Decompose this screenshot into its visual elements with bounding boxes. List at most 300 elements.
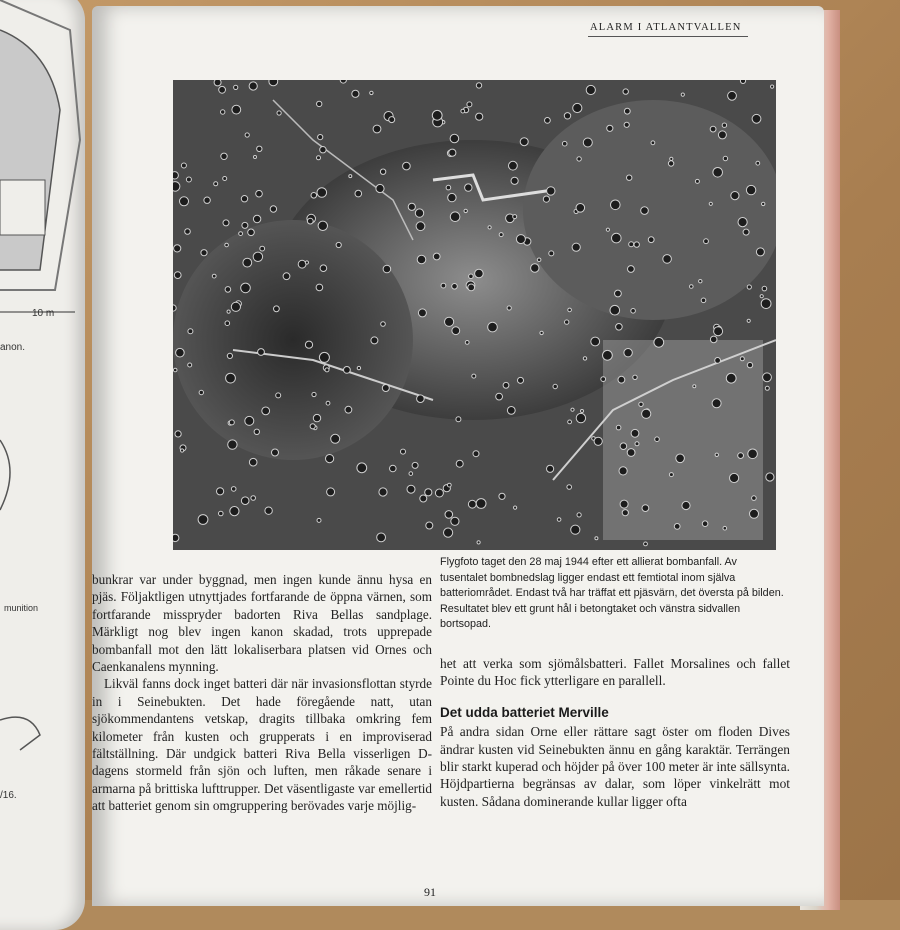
bomb-crater: [576, 204, 585, 213]
bomb-crater: [712, 399, 721, 408]
bomb-crater: [447, 483, 451, 487]
bomb-crater: [225, 321, 230, 326]
bomb-crater: [355, 190, 362, 197]
bomb-crater: [746, 185, 755, 194]
bomb-crater: [531, 264, 539, 272]
bomb-crater: [254, 156, 257, 159]
bomb-crater: [242, 222, 248, 228]
bomb-crater: [620, 500, 628, 508]
bomb-crater: [249, 458, 257, 466]
bomb-crater: [357, 463, 367, 473]
bomb-crater: [446, 185, 451, 190]
running-header: ALARM I ATLANTVALLEN: [590, 22, 742, 33]
bomb-crater: [312, 392, 316, 396]
bomb-crater: [553, 384, 557, 388]
bomb-crater: [681, 93, 684, 96]
bomb-crater: [283, 273, 290, 280]
bomb-crater: [562, 141, 567, 146]
bomb-crater: [219, 86, 226, 93]
bomb-crater: [576, 413, 585, 422]
bomb-crater: [352, 90, 359, 97]
bomb-crater: [377, 533, 386, 542]
bomb-crater: [317, 188, 327, 198]
bomb-crater: [188, 363, 192, 367]
bomb-crater: [747, 362, 752, 367]
bomb-crater: [766, 473, 774, 481]
left-text-fragment: /16.: [0, 790, 17, 801]
bomb-crater: [258, 349, 265, 356]
bomb-crater: [256, 190, 263, 197]
bomb-crater: [371, 337, 378, 344]
bomb-crater: [771, 85, 774, 88]
bomb-crater: [518, 377, 524, 383]
bomb-crater: [223, 220, 229, 226]
bomb-crater: [226, 373, 236, 383]
bomb-crater: [276, 393, 281, 398]
bomb-crater: [472, 374, 476, 378]
bomb-crater: [408, 203, 415, 210]
bomb-crater: [318, 221, 327, 230]
bomb-crater: [624, 108, 630, 114]
bomb-crater: [370, 91, 373, 94]
bomb-crater: [409, 472, 413, 476]
bomb-crater: [730, 473, 739, 482]
bomb-crater: [702, 521, 708, 527]
bomb-crater: [682, 501, 690, 509]
photo-caption: Flygfoto taget den 28 maj 1944 efter ett allierat bombanfall. Av tusentalet bombnedslag ligger endast ett femtiotal inom själva batteriområdet. Endast två har träffat ett pjäsvärn, det översta på bilden. Resultatet blev ett grunt hål i betongtaket och vänstra sidvallen bortsopad.: [440, 556, 784, 630]
bomb-crater: [229, 420, 234, 425]
bomb-crater: [565, 320, 569, 324]
bomb-crater: [382, 385, 389, 392]
bomb-crater: [507, 306, 511, 310]
bomb-crater: [503, 382, 509, 388]
bomb-crater: [628, 266, 635, 273]
bomb-crater: [403, 162, 411, 170]
right-column: [440, 655, 790, 810]
bomb-crater: [389, 117, 395, 123]
bomb-crater: [181, 163, 186, 168]
bomb-crater: [234, 85, 238, 89]
bomb-crater: [623, 89, 628, 94]
bomb-crater: [245, 133, 249, 137]
aerial-photo: [173, 80, 776, 550]
bomb-crater: [465, 341, 469, 345]
bomb-crater: [318, 135, 323, 140]
bomb-crater: [311, 193, 317, 199]
bomb-crater: [461, 109, 465, 113]
bomb-crater: [761, 299, 771, 309]
bomb-crater: [709, 202, 712, 205]
bomb-crater: [634, 242, 639, 247]
bomb-crater: [511, 177, 518, 184]
bomb-crater: [201, 250, 207, 256]
bomb-crater: [221, 153, 227, 159]
bomb-crater: [557, 518, 561, 522]
bomb-crater: [475, 269, 484, 278]
bomb-crater: [445, 511, 453, 519]
bomb-crater: [327, 488, 335, 496]
bomb-crater: [607, 125, 613, 131]
bomb-crater: [390, 465, 397, 472]
bomb-crater: [612, 233, 622, 243]
bomb-crater: [418, 309, 426, 317]
bomb-crater: [425, 489, 432, 496]
bomb-crater: [298, 260, 306, 268]
bomb-crater: [583, 357, 586, 360]
bomb-crater: [185, 229, 191, 235]
bomb-crater: [631, 309, 636, 314]
bomb-crater: [760, 295, 763, 298]
bomb-crater: [317, 101, 322, 106]
bomb-crater: [433, 253, 440, 260]
bomb-crater: [537, 258, 541, 262]
bomb-crater: [317, 156, 321, 160]
bomb-crater: [380, 169, 385, 174]
bomb-crater: [336, 242, 341, 247]
bomb-crater: [752, 496, 757, 501]
bomb-crater: [728, 91, 737, 100]
bomb-crater: [642, 409, 651, 418]
bomb-crater: [713, 168, 723, 178]
bomb-crater: [514, 506, 517, 509]
left-text-fragment: anon.: [0, 342, 26, 353]
bomb-crater: [456, 417, 461, 422]
bomb-crater: [718, 131, 726, 139]
left-text-fragment: munition: [4, 603, 39, 613]
bomb-crater: [227, 353, 232, 358]
bomb-crater: [269, 80, 278, 86]
bomb-crater: [260, 246, 265, 251]
bomb-crater: [488, 322, 498, 332]
bomb-crater: [606, 228, 609, 231]
bomb-crater: [714, 327, 723, 336]
bomb-crater: [747, 285, 751, 289]
bomb-crater: [627, 449, 635, 457]
bomb-crater: [747, 319, 750, 322]
bomb-crater: [547, 187, 555, 195]
bomb-crater: [176, 348, 185, 357]
bomb-crater: [467, 102, 472, 107]
bomb-crater: [464, 209, 467, 212]
bomb-crater: [765, 386, 769, 390]
bomb-crater: [715, 358, 721, 364]
bomb-crater: [320, 265, 327, 272]
bomb-crater: [401, 449, 406, 454]
bomb-crater: [228, 440, 237, 449]
bomb-crater: [620, 443, 627, 450]
bomb-crater: [180, 197, 189, 206]
bomb-crater: [373, 125, 381, 133]
bomb-crater: [381, 322, 386, 327]
bomb-crater: [710, 126, 716, 132]
bomb-crater: [469, 274, 474, 279]
left-page-edge: [0, 0, 85, 930]
bomb-crater: [257, 146, 262, 151]
bomb-crater: [488, 226, 491, 229]
bomb-crater: [407, 485, 415, 493]
bomb-crater: [435, 489, 443, 497]
bomb-crater: [253, 215, 260, 222]
bomb-crater: [726, 373, 736, 383]
bomb-crater: [319, 352, 329, 362]
bomb-crater: [204, 197, 210, 203]
bomb-crater: [241, 497, 249, 505]
bomb-crater: [622, 510, 628, 516]
section-subheading: Det udda batteriet Merville: [440, 704, 609, 720]
bomb-crater: [594, 437, 602, 445]
bomb-crater: [722, 123, 726, 127]
body-paragraph: Likväl fanns dock inget batteri där när invasionsflottan styrde in i Seinebukten. Det hade föregående natt, utan sjökommendantens vetskap, dragits tillbaka omkring fem kilometer från kusten och grupperats i en improviserad fältställning. Där undgick batteri Riva Bella visserligen D-dagens stormeld från sjön och luften, men råkade senare i armarna på brittiska lufttrupper. Det väsentligaste var emellertid att batteriet genom sin omgruppering berövades varje möjlig-: [92, 676, 432, 814]
bomb-crater: [231, 487, 236, 492]
bomb-crater: [577, 157, 581, 161]
bomb-crater: [731, 192, 739, 200]
bomb-crater: [513, 215, 517, 219]
bomb-crater: [265, 507, 272, 514]
bomb-crater: [738, 453, 744, 459]
bomb-crater: [468, 500, 476, 508]
bomb-crater: [344, 367, 351, 374]
bomb-crater: [663, 255, 672, 264]
bomb-crater: [426, 522, 433, 529]
bomb-crater: [595, 537, 598, 540]
bomb-crater: [669, 473, 673, 477]
bomb-crater: [516, 235, 525, 244]
bomb-crater: [254, 429, 259, 434]
bomb-crater: [317, 518, 321, 522]
bomb-crater: [740, 80, 745, 84]
bomb-crater: [611, 200, 621, 210]
bomb-crater: [723, 526, 727, 530]
bomb-crater: [577, 513, 581, 517]
page-number: 91: [424, 885, 436, 899]
bomb-crater: [568, 420, 572, 424]
bomb-crater: [710, 336, 717, 343]
bomb-crater: [715, 453, 718, 456]
bomb-crater: [642, 505, 649, 512]
bomb-crater: [174, 245, 181, 252]
bomb-crater: [476, 499, 486, 509]
bomb-crater: [616, 425, 621, 430]
bomb-crater: [586, 85, 595, 94]
bomb-crater: [245, 416, 254, 425]
bomb-crater: [654, 337, 664, 347]
bomb-crater: [432, 110, 442, 120]
bomb-crater: [629, 242, 634, 247]
bomb-crater: [173, 368, 177, 372]
bomb-crater: [476, 113, 483, 120]
bomb-crater: [619, 467, 627, 475]
bomb-crater: [217, 488, 224, 495]
bomb-crater: [668, 161, 673, 166]
body-paragraph: På andra sidan Orne eller rättare sagt öster om floden Dives ändrar kusten vid Seinebukten ännu en gång karaktär. Terrängen blir starkt kuperad och höjder på över 100 meter är inte sällsynta. Höjdpartierna begränsas av dalar, som löper vinkelrätt mot kusten. Sådana dominerande kullar ligger ofta: [440, 724, 790, 809]
bomb-crater: [762, 202, 765, 205]
bomb-crater: [573, 103, 582, 112]
bomb-crater: [581, 410, 584, 413]
bomb-crater: [450, 212, 460, 222]
bomb-crater: [564, 113, 570, 119]
bomb-crater: [704, 239, 709, 244]
bomb-crater: [750, 509, 759, 518]
bomb-crater: [175, 431, 181, 437]
bomb-crater: [615, 290, 622, 297]
bomb-crater: [624, 349, 632, 357]
bomb-crater: [340, 80, 346, 83]
bomb-crater: [549, 251, 554, 256]
bomb-crater: [452, 327, 460, 335]
bomb-crater: [316, 284, 323, 291]
bomb-crater: [241, 283, 251, 293]
bomb-crater: [695, 179, 699, 183]
bomb-crater: [451, 517, 459, 525]
bomb-crater: [415, 209, 423, 217]
bomb-crater: [693, 385, 696, 388]
bomb-crater: [221, 110, 225, 114]
bomb-crater: [230, 507, 239, 516]
bomb-crater: [199, 390, 203, 394]
bomb-crater: [326, 455, 334, 463]
bomb-crater: [450, 134, 459, 143]
bomb-crater: [248, 229, 255, 236]
bomb-crater: [349, 175, 352, 178]
bomb-crater: [748, 449, 758, 459]
bomb-crater: [305, 341, 312, 348]
bomb-crater: [188, 329, 193, 334]
scale-label: 10 m: [32, 308, 55, 319]
bomb-crater: [305, 261, 308, 264]
bomb-crater: [723, 156, 727, 160]
bomb-crater: [249, 82, 257, 90]
bomb-crater: [631, 429, 639, 437]
bomb-crater: [212, 274, 216, 278]
bomb-crater: [468, 284, 475, 291]
bomb-crater: [740, 357, 744, 361]
bomb-crater: [219, 511, 224, 516]
bomb-crater: [651, 141, 655, 145]
bomb-crater: [465, 184, 472, 191]
body-paragraph: het att verka som sjömålsbatteri. Fallet Morsalines och fallet Pointe du Hoc fick ytterligare en parallell.: [440, 656, 790, 689]
bomb-crater: [547, 465, 554, 472]
bomb-crater: [274, 306, 280, 312]
bomb-crater: [499, 493, 505, 499]
bomb-crater: [543, 196, 549, 202]
bomb-crater: [641, 207, 649, 215]
bomb-crater: [417, 395, 425, 403]
left-column: [92, 571, 432, 815]
bomb-crater: [477, 541, 480, 544]
bomb-crater: [186, 177, 191, 182]
bomb-crater: [310, 424, 315, 429]
bomb-crater: [763, 373, 772, 382]
bomb-crater: [674, 524, 680, 530]
bomb-crater: [243, 258, 252, 267]
bomb-crater: [416, 222, 425, 231]
bomb-crater: [648, 237, 654, 243]
bomb-crater: [223, 177, 227, 181]
bomb-crater: [173, 305, 176, 311]
bomb-crater: [383, 265, 391, 273]
bomb-crater: [272, 449, 279, 456]
bomb-crater: [239, 232, 243, 236]
bomb-crater: [173, 172, 178, 179]
bomb-crater: [181, 449, 184, 452]
bomb-crater: [313, 414, 320, 421]
bomb-crater: [571, 408, 574, 411]
bomb-crater: [699, 280, 702, 283]
bomb-crater: [496, 393, 503, 400]
bomb-crater: [545, 118, 551, 124]
bomb-crater: [762, 286, 767, 291]
bomb-crater: [277, 111, 281, 115]
bomb-crater: [262, 407, 270, 415]
bomb-crater: [253, 252, 262, 261]
bomb-crater: [449, 149, 456, 156]
bomb-crater: [633, 375, 637, 379]
bomb-crater: [571, 525, 580, 534]
bomb-crater: [225, 287, 231, 293]
bomb-crater: [476, 83, 481, 88]
bomb-crater: [583, 138, 592, 147]
bomb-crater: [509, 161, 518, 170]
bomb-crater: [618, 376, 625, 383]
bomb-crater: [326, 401, 330, 405]
bomb-crater: [214, 80, 221, 86]
header-rule: [588, 36, 748, 37]
bomb-crater: [251, 496, 256, 501]
bomb-crater: [241, 196, 247, 202]
bomb-crater: [198, 515, 208, 525]
bomb-crater: [441, 283, 446, 288]
bomb-crater: [214, 182, 218, 186]
bomb-crater: [591, 337, 600, 346]
bomb-crater: [743, 229, 749, 235]
bomb-crater: [225, 243, 229, 247]
bomb-crater: [417, 255, 426, 264]
bomb-crater: [701, 298, 706, 303]
bomb-crater: [448, 193, 456, 201]
bomb-crater: [270, 206, 276, 212]
bomb-crater: [676, 454, 685, 463]
bomb-crater: [174, 272, 181, 279]
bomb-crater: [603, 350, 613, 360]
bomb-crater: [567, 485, 572, 490]
bomb-crater: [540, 331, 543, 334]
bomb-crater: [644, 542, 648, 546]
bomb-crater: [320, 147, 326, 153]
bomb-crater: [610, 305, 620, 315]
body-paragraph: bunkrar var under byggnad, men ingen kunde ännu hysa en pjäs. Följaktligen utnyttjades fortfarande de öppna värnen, som fortfarande misspryder badorten Riva Bellas sandplage. Märkligt nog blev ingen kanon skadad, trots upprepade bombanfall mot den lätt lokaliserbara platsen vid Ornes och Caenkanalens mynning.: [92, 572, 432, 675]
bomb-crater: [507, 407, 515, 415]
bomb-crater: [232, 105, 241, 114]
bomb-crater: [752, 114, 761, 123]
bomb-crater: [227, 310, 230, 313]
bomb-crater: [173, 534, 179, 541]
bomb-crater: [627, 175, 632, 180]
bomb-crater: [307, 218, 313, 224]
bomb-crater: [420, 495, 427, 502]
bomb-crater: [568, 308, 572, 312]
bomb-crater: [756, 248, 764, 256]
bomb-crater: [639, 402, 643, 406]
bomb-crater: [473, 451, 479, 457]
bomb-crater: [379, 488, 387, 496]
bomb-crater: [412, 462, 418, 468]
bomb-crater: [670, 157, 673, 160]
bomb-crater: [690, 285, 694, 289]
bomb-crater: [499, 233, 503, 237]
bomb-crater: [325, 368, 329, 372]
bomb-crater: [376, 184, 384, 192]
bomb-crater: [738, 218, 747, 227]
